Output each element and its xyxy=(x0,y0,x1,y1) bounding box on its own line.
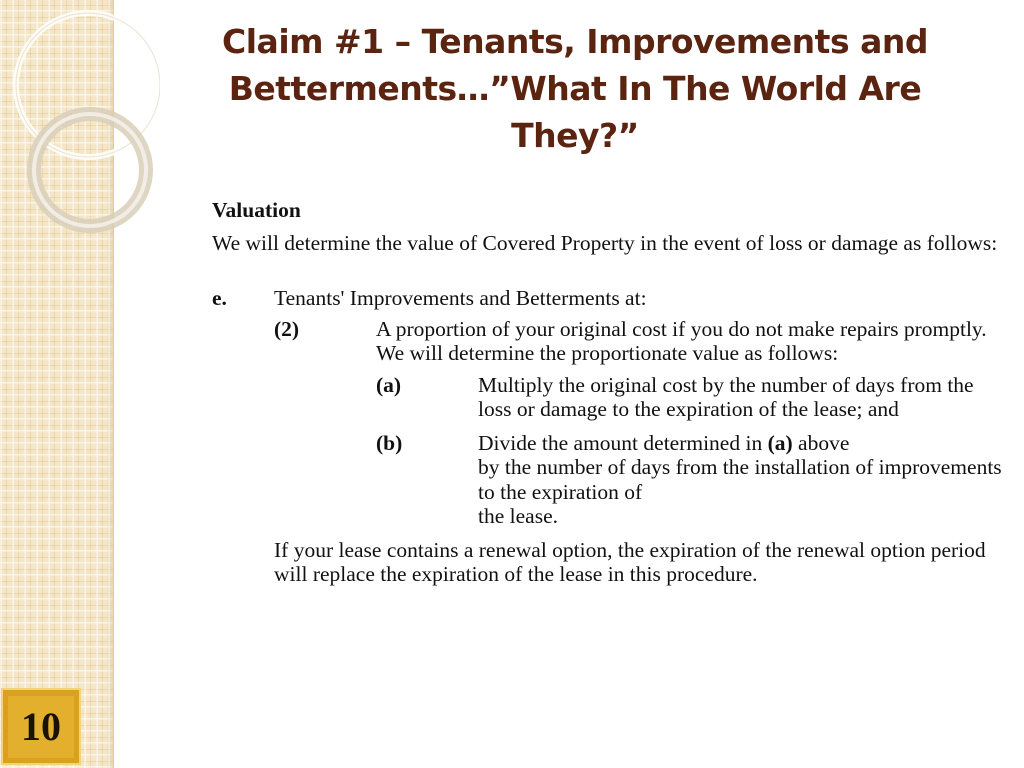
item-b-ref: (a) xyxy=(767,430,793,455)
ring-decoration xyxy=(0,0,160,260)
item-2-label: (2) xyxy=(274,316,300,341)
list-item-a xyxy=(376,373,1002,422)
item-b-text-line2: by the number of days from the installation of improvements to the expiration of xyxy=(478,455,1002,504)
section-heading: Valuation xyxy=(212,198,301,222)
item-b-text-line3: the lease. xyxy=(478,504,558,528)
item-2-text: A proportion of your original cost if you do not make repairs promptly. We will determine the proportionate value as follows: xyxy=(376,316,987,365)
slide-title: Claim #1 – Tenants, Improvements and Betterments…”What In The World Are They?” xyxy=(222,22,928,155)
intro-paragraph: We will determine the value of Covered Property in the event of loss or damage as follows: xyxy=(212,230,998,255)
item-a-text: Multiply the original cost by the number of days from the loss or damage to the expiration of the lease; and xyxy=(478,372,974,421)
list-item-b xyxy=(376,431,1002,529)
item-b-text-line1-end: above xyxy=(792,430,850,455)
item-b-label: (b) xyxy=(376,430,403,455)
slide-number-badge xyxy=(1,688,81,765)
list-item-e xyxy=(212,286,1002,311)
slide-content xyxy=(212,198,1002,587)
item-b-text xyxy=(478,431,1002,529)
slide-number: 10 xyxy=(8,696,74,758)
item-b-text-start: Divide the amount determined in xyxy=(478,430,768,455)
item-e-label: e. xyxy=(212,286,227,310)
list-item-2 xyxy=(274,317,1002,366)
item-a-label: (a) xyxy=(376,372,402,397)
renewal-paragraph: If your lease contains a renewal option, the expiration of the renewal option period will replace the expiration of the lease in this procedure. xyxy=(274,537,986,586)
item-e-text: Tenants' Improvements and Betterments at: xyxy=(274,286,647,310)
